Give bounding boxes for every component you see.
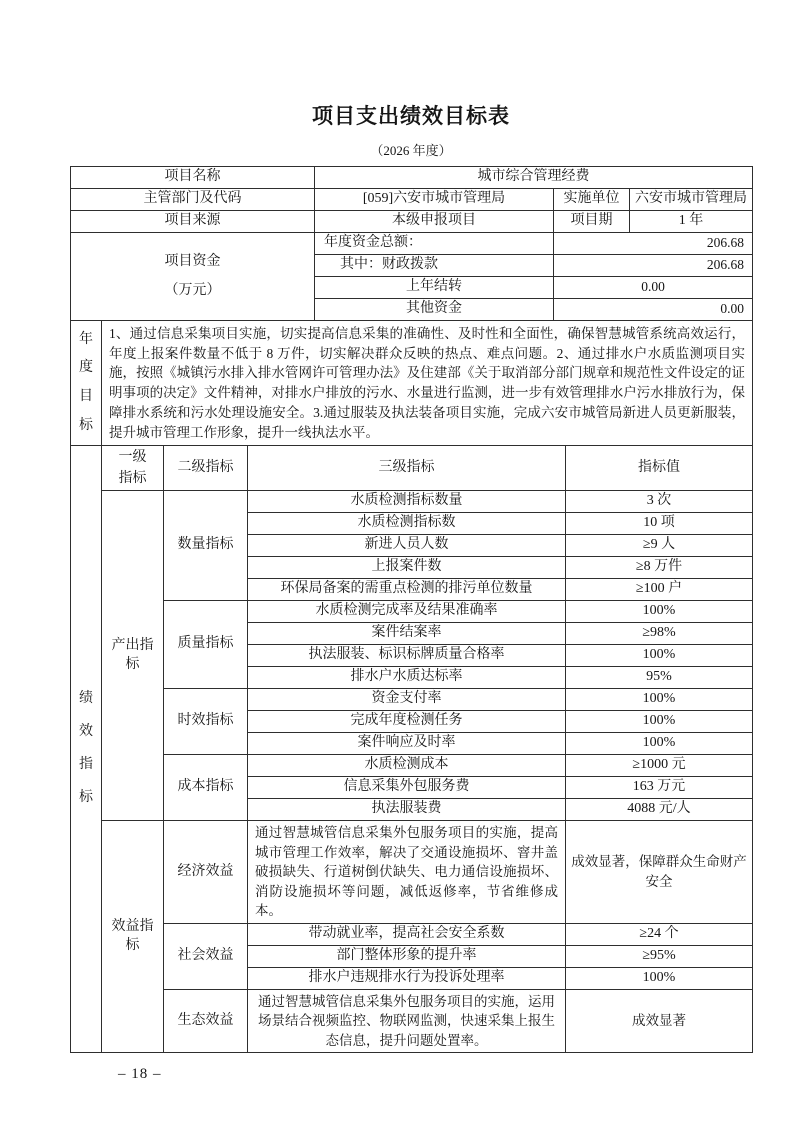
table-row: [71, 446, 753, 491]
indicator-name: 完成年度检测任务: [248, 711, 566, 733]
indicator-value: 成效显著，保障群众生命财产安全: [566, 821, 753, 924]
table-row: [71, 755, 753, 777]
indicator-value: 100%: [566, 601, 753, 623]
indicator-name: 部门整体形象的提升率: [248, 945, 566, 967]
annual-goal-text: 1、通过信息采集项目实施，切实提高信息采集的准确性、及时性和全面性，确保智慧城管系统高效运行，年度上报案件数量不低于 8 万件，切实解决群众反映的热点、难点问题。2、通过排水户水质监测项目实施，按照《城镇污水排入排水管网许可管理办法》及住建部《关于取消部分部门规章和规范性文件设定的证明事项的决定》文件精神，对排水户排放的污水、水量进行监测，进一步有效管理排水户污水排放行为，保障排水系统和污水处理设施安全。3.通过服装及执法装备项目实施，完成六安市城管局新进人员更新服装，提升城市管理工作形象，提升一线执法水平。: [102, 321, 753, 446]
indicator-name: 信息采集外包服务费: [248, 777, 566, 799]
indicator-name: 新进人员人数: [248, 535, 566, 557]
indicator-name: 案件结案率: [248, 623, 566, 645]
document-content: [70, 0, 752, 1083]
header-value: 指标值: [566, 446, 753, 491]
performance-section-label: 绩效指标: [71, 446, 102, 1053]
indicator-name: 上报案件数: [248, 557, 566, 579]
indicator-value: 成效显著: [566, 989, 753, 1053]
indicator-name: 水质检测完成率及结果准确率: [248, 601, 566, 623]
project-source-value: 本级申报项目: [315, 211, 554, 233]
indicator-name: 通过智慧城管信息采集外包服务项目的实施，运用场景结合视频监控、物联网监测，快速采集上报生态信息，提升问题处置率。: [248, 989, 566, 1053]
header-level1: 一级指标: [102, 446, 164, 491]
fund-row-value: 0.00: [554, 299, 753, 321]
indicator-value: ≥1000 元: [566, 755, 753, 777]
indicator-name: 执法服装费: [248, 799, 566, 821]
header-level2: 二级指标: [164, 446, 248, 491]
indicator-name: 环保局备案的需重点检测的排污单位数量: [248, 579, 566, 601]
fund-row-name: 年度资金总额：: [315, 233, 554, 255]
table-row: [71, 689, 753, 711]
indicator-name: 水质检测指标数: [248, 513, 566, 535]
level1-output: 产出指标: [102, 491, 164, 821]
indicator-value: ≥100 户: [566, 579, 753, 601]
indicator-name: 排水户违规排水行为投诉处理率: [248, 967, 566, 989]
project-period-label: 项目期: [554, 211, 630, 233]
impl-unit-value: 六安市城市管理局: [630, 189, 753, 211]
indicator-value: ≥98%: [566, 623, 753, 645]
fund-section-label: [71, 233, 315, 321]
impl-unit-label: 实施单位: [554, 189, 630, 211]
project-source-label: 项目来源: [71, 211, 315, 233]
table-row: [71, 989, 753, 1053]
level2-social: 社会效益: [164, 923, 248, 989]
indicators-table: [70, 445, 753, 1053]
level2-cost: 成本指标: [164, 755, 248, 821]
fund-row-name: 其他资金: [315, 299, 554, 321]
page-subtitle: （2026 年度）: [370, 143, 452, 158]
fund-row-name: 上年结转: [315, 277, 554, 299]
indicator-value: ≥95%: [566, 945, 753, 967]
indicator-value: 100%: [566, 689, 753, 711]
dept-code-value: [059]六安市城市管理局: [315, 189, 554, 211]
indicator-value: 100%: [566, 967, 753, 989]
table-row: [71, 491, 753, 513]
page-number: – 18 –: [118, 1066, 162, 1083]
indicator-name: 资金支付率: [248, 689, 566, 711]
project-name-label: 项目名称: [71, 167, 315, 189]
indicator-value: 100%: [566, 733, 753, 755]
table-row: [71, 923, 753, 945]
indicator-name: 案件响应及时率: [248, 733, 566, 755]
indicator-value: 100%: [566, 645, 753, 667]
table-row: [71, 233, 753, 255]
level2-ecological: 生态效益: [164, 989, 248, 1053]
table-row: [71, 167, 753, 189]
indicator-value: 95%: [566, 667, 753, 689]
annual-goal-label: 年度目标: [71, 321, 102, 446]
indicator-value: 10 项: [566, 513, 753, 535]
fund-label-line1: 项目资金: [164, 253, 221, 269]
page-title: 项目支出绩效目标表: [312, 104, 510, 128]
fund-row-value: 206.68: [554, 255, 753, 277]
table-row: [71, 321, 753, 446]
indicator-value: ≥8 万件: [566, 557, 753, 579]
indicator-name: 执法服装、标识标牌质量合格率: [248, 645, 566, 667]
table-row: [71, 211, 753, 233]
indicator-name: 排水户水质达标率: [248, 667, 566, 689]
table-row: [71, 189, 753, 211]
indicator-value: 4088 元/人: [566, 799, 753, 821]
fund-label-line2: （万元）: [164, 282, 221, 298]
indicator-value: 3 次: [566, 491, 753, 513]
project-period-value: 1 年: [630, 211, 753, 233]
project-name-value: 城市综合管理经费: [315, 167, 753, 189]
project-info-table: [70, 166, 753, 321]
fund-row-value: 206.68: [554, 233, 753, 255]
header-level3: 三级指标: [248, 446, 566, 491]
indicator-name: 通过智慧城管信息采集外包服务项目的实施，提高城市管理工作效率，解决了交通设施损坏、窨井盖破损缺失、行道树倒伏缺失、电力通信设施损坏、消防设施损坏等问题，减低返修率，节省维修成本。: [248, 821, 566, 924]
level2-timeliness: 时效指标: [164, 689, 248, 755]
indicator-value: 163 万元: [566, 777, 753, 799]
level2-quantity: 数量指标: [164, 491, 248, 601]
table-row: [71, 821, 753, 924]
fund-row-name: 其中：财政拨款: [315, 255, 554, 277]
fund-row-value: 0.00: [554, 277, 753, 299]
level2-quality: 质量指标: [164, 601, 248, 689]
indicator-name: 水质检测成本: [248, 755, 566, 777]
level2-economic: 经济效益: [164, 821, 248, 924]
level1-benefit: 效益指标: [102, 821, 164, 1053]
indicator-value: ≥24 个: [566, 923, 753, 945]
table-row: [71, 601, 753, 623]
indicator-value: 100%: [566, 711, 753, 733]
indicator-name: 带动就业率，提高社会安全系数: [248, 923, 566, 945]
annual-goal-table: [70, 320, 753, 446]
indicator-value: ≥9 人: [566, 535, 753, 557]
indicator-name: 水质检测指标数量: [248, 491, 566, 513]
dept-code-label: 主管部门及代码: [71, 189, 315, 211]
